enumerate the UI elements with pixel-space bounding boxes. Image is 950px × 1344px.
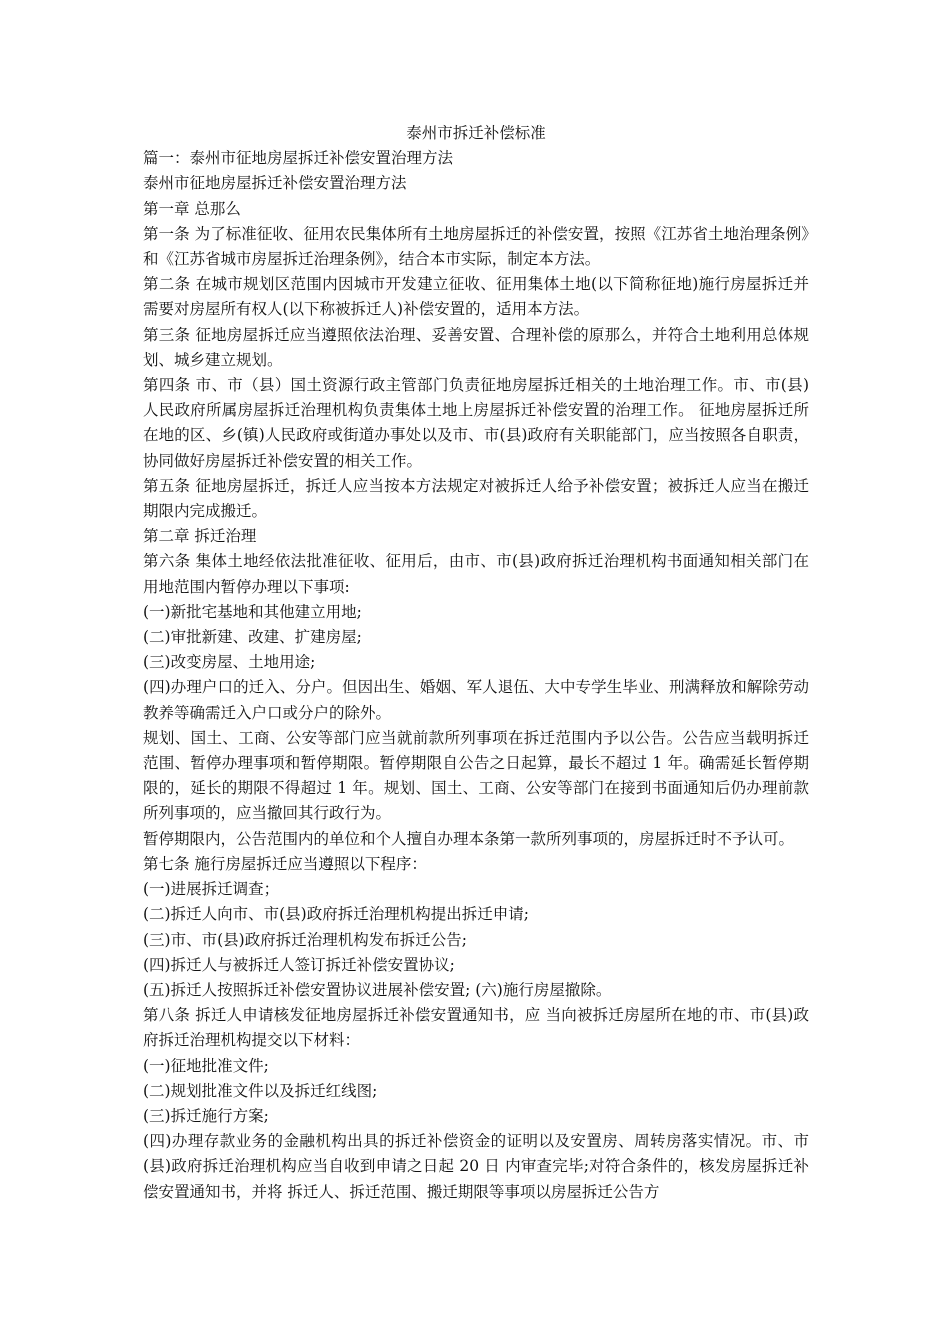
article-3: 第三条 征地房屋拆迁应当遵照依法治理、妥善安置、合理补偿的原那么，并符合土地利用总体规划、城乡建立规划。 bbox=[143, 325, 809, 369]
article-6-paragraph: 规划、国土、工商、公安等部门应当就前款所列事项在拆迁范围内予以公告。公告应当载明拆迁范围、暂停办理事项和暂停期限。暂停期限自公告之日起算，最长不超过 1 年。确需延长暂停期限的，延长的期限不得超过 1 年。规划、国土、工商、公安等部门在接到书面通知后仍办理前款所列事项的，应当撤回其行政行为。 bbox=[143, 728, 809, 823]
list-item: (四)拆迁人与被拆迁人签订拆迁补偿安置协议; bbox=[143, 955, 455, 974]
article-2: 第二条 在城市规划区范围内因城市开发建立征收、征用集体土地(以下简称征地)施行房屋拆迁并需要对房屋所有权人(以下称被拆迁人)补偿安置的，适用本方法。 bbox=[143, 275, 809, 319]
list-item: (二)拆迁人向市、市(县)政府拆迁治理机构提出拆迁申请; bbox=[143, 905, 529, 924]
chapter-2-heading: 第二章 拆迁治理 bbox=[143, 527, 257, 546]
list-item: (二)规划批准文件以及拆迁红线图; bbox=[143, 1081, 378, 1100]
list-item: (四)办理存款业务的金融机构出具的拆迁补偿资金的证明以及安置房、周转房落实情况。市、市(县)政府拆迁治理机构应当自收到申请之日起 20 日 内审查完毕;对符合条件的，核发房屋拆迁补偿安置通知书，并将 拆迁人、拆迁范围、搬迁期限等事项以房屋拆迁公告方 bbox=[143, 1132, 809, 1201]
list-item: (三)市、市(县)政府拆迁治理机构发布拆迁公告; bbox=[143, 930, 467, 949]
article-6: 第六条 集体土地经依法批准征收、征用后，由市、市(县)政府拆迁治理机构书面通知相关部门在用地范围内暂停办理以下事项: bbox=[143, 552, 809, 596]
article-4: 第四条 市、市（县）国土资源行政主管部门负责征地房屋拆迁相关的土地治理工作。市、市(县)人民政府所属房屋拆迁治理机构负责集体土地上房屋拆迁补偿安置的治理工作。 征地房屋拆迁所在地的区、乡(镇)人民政府或街道办事处以及市、市(县)政府有关职能部门，应当按照各自职责，协同做好房屋拆迁补偿安置的相关工作。 bbox=[143, 376, 809, 470]
list-item: (五)拆迁人按照拆迁补偿安置协议进展补偿安置; (六)施行房屋撤除。 bbox=[143, 980, 612, 999]
list-item: (一)征地批准文件; bbox=[143, 1056, 269, 1075]
article-1: 第一条 为了标准征收、征用农民集体所有土地房屋拆迁的补偿安置，按照《江苏省土地治理条例》和《江苏省城市房屋拆迁治理条例》，结合本市实际，制定本方法。 bbox=[143, 224, 809, 269]
list-item: (四)办理户口的迁入、分户。但因出生、婚姻、军人退伍、大中专学生毕业、刑满释放和解除劳动教养等确需迁入户口或分户的除外。 bbox=[143, 678, 809, 722]
document-body bbox=[143, 121, 809, 1205]
list-item: (三)拆迁施行方案; bbox=[143, 1106, 269, 1125]
article-8: 第八条 拆迁人申请核发征地房屋拆迁补偿安置通知书，应 当向被拆迁房屋所在地的市、市(县)政府拆迁治理机构提交以下材料： bbox=[143, 1006, 809, 1050]
article-6-paragraph: 暂停期限内，公告范围内的单位和个人擅自办理本条第一款所列事项的，房屋拆迁时不予认可。 bbox=[143, 829, 795, 848]
list-item: (一)新批宅基地和其他建立用地; bbox=[143, 602, 362, 621]
list-item: (二)审批新建、改建、扩建房屋; bbox=[143, 628, 362, 647]
chapter-1-heading: 第一章 总那么 bbox=[143, 199, 241, 218]
article-5: 第五条 征地房屋拆迁，拆迁人应当按本方法规定对被拆迁人给予补偿安置；被拆迁人应当在搬迁期限内完成搬迁。 bbox=[143, 476, 809, 521]
paragraph-heading-2: 泰州市征地房屋拆迁补偿安置治理方法 bbox=[143, 174, 407, 193]
paragraph-heading-1: 篇一：泰州市征地房屋拆迁补偿安置治理方法 bbox=[143, 149, 454, 168]
list-item: (三)改变房屋、土地用途; bbox=[143, 653, 316, 672]
document-title: 泰州市拆迁补偿标准 bbox=[406, 124, 546, 142]
article-7: 第七条 施行房屋拆迁应当遵照以下程序： bbox=[143, 854, 427, 873]
list-item: (一)进展拆迁调查； bbox=[143, 880, 280, 899]
